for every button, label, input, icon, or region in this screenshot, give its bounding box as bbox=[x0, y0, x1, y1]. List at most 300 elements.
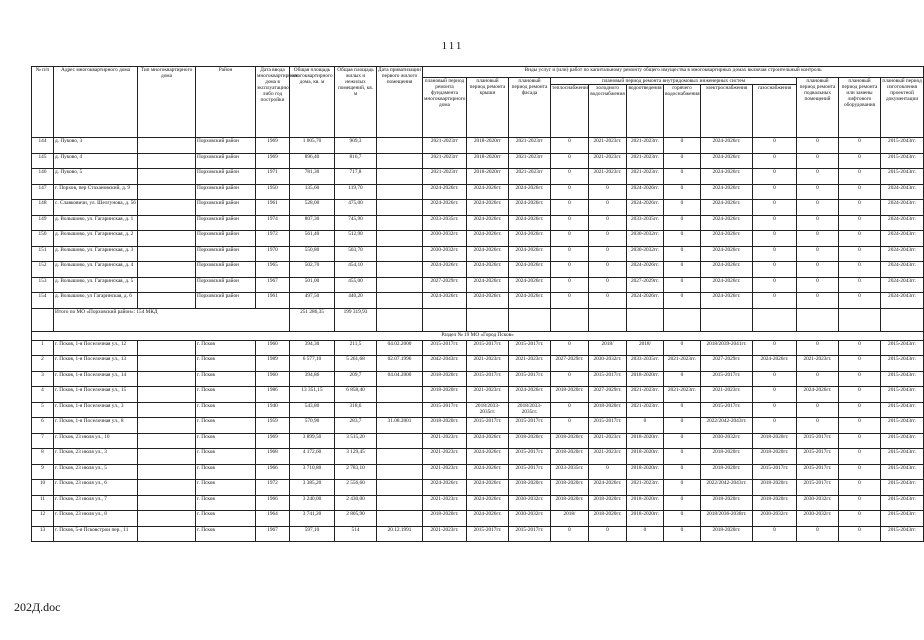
table-cell: 2024-2043гг. bbox=[881, 184, 924, 200]
table-cell: 512,90 bbox=[335, 231, 377, 247]
table-cell: 2015-2043гг. bbox=[881, 153, 924, 169]
table-cell: 0 bbox=[627, 418, 664, 434]
table-cell: 149 bbox=[32, 215, 54, 231]
table-cell: 2033-2035гг. bbox=[423, 215, 467, 231]
header-cold-water: холодного водоснабжения bbox=[589, 85, 627, 138]
table-cell: 2 805,90 bbox=[335, 511, 377, 527]
table-cell bbox=[138, 215, 196, 231]
table-cell: 2015-2043гг. bbox=[881, 402, 924, 418]
table-cell: 2018/2033-2035гг. bbox=[509, 402, 551, 418]
table-cell: г. Псков bbox=[196, 511, 256, 527]
table-cell: 2015-2017гг. bbox=[467, 526, 509, 542]
table-cell: г. Псков bbox=[196, 418, 256, 434]
table-cell: 1 005,70 bbox=[290, 138, 335, 154]
header-hot-water: горячего водоснабжения bbox=[664, 85, 701, 138]
table-cell: 152 bbox=[32, 262, 54, 278]
table-cell: 2021-2023гг. bbox=[589, 449, 627, 465]
table-cell: 0 bbox=[839, 138, 881, 154]
table-cell: 2018-2020гг. bbox=[423, 371, 467, 387]
table-cell: 2018-2020гг. bbox=[423, 387, 467, 403]
table-cell: 2018-2020гг. bbox=[589, 495, 627, 511]
table-cell: 2 783,10 bbox=[335, 464, 377, 480]
table-cell: 4 bbox=[32, 387, 54, 403]
table-cell: 0 bbox=[551, 138, 589, 154]
table-cell: д. Волышово, ул. Гагаринская, д. 2 bbox=[54, 231, 138, 247]
table-cell: 2024-2026гг. bbox=[627, 184, 664, 200]
table-cell: 781,30 bbox=[290, 169, 335, 185]
table-cell bbox=[377, 433, 423, 449]
table-cell bbox=[377, 402, 423, 418]
table-cell: 0 bbox=[664, 277, 701, 293]
table-cell: Порховский район bbox=[196, 262, 256, 278]
table-cell: 2 430,00 bbox=[335, 495, 377, 511]
table-cell: 1969 bbox=[256, 433, 290, 449]
table-cell: 04.02.2000 bbox=[377, 340, 423, 356]
table-cell: 2024-2026гг. bbox=[509, 215, 551, 231]
table-cell: 119,70 bbox=[335, 184, 377, 200]
capital-repair-table bbox=[31, 66, 924, 542]
table-cell: 0 bbox=[839, 495, 881, 511]
table-row bbox=[32, 449, 924, 465]
table-cell: 2021-2023гг. bbox=[627, 153, 664, 169]
header-type: Тип многоквартирного дома bbox=[138, 67, 196, 138]
table-cell: 1969 bbox=[256, 153, 290, 169]
table-cell: 2021-2023гг. bbox=[589, 433, 627, 449]
table-row bbox=[32, 262, 924, 278]
table-cell bbox=[377, 200, 423, 216]
table-cell: г. Псков bbox=[196, 495, 256, 511]
table-cell: 2018-2020гг. bbox=[589, 511, 627, 527]
table-cell: 2015-2043гг. bbox=[881, 340, 924, 356]
table-cell: 0 bbox=[589, 262, 627, 278]
table-cell: 2027-2029гг. bbox=[701, 356, 753, 372]
table-cell: 2024-2026гг. bbox=[701, 138, 753, 154]
table-cell: 2018-2020гг. bbox=[551, 495, 589, 511]
table-cell: 2015-2017гг. bbox=[797, 464, 839, 480]
table-cell: 0 bbox=[664, 262, 701, 278]
table-cell bbox=[138, 402, 196, 418]
table-cell: 2024-2026гг. bbox=[467, 433, 509, 449]
table-cell: 0 bbox=[753, 262, 797, 278]
table-cell bbox=[138, 464, 196, 480]
table-cell: г. Псков, 1-я Поселочная ул., 3 bbox=[54, 402, 138, 418]
table-cell: г. Псков, 23 июля ул., 6 bbox=[54, 480, 138, 496]
table-cell: г. Псков, 23 июля ул., 10 bbox=[54, 433, 138, 449]
table-cell: 0 bbox=[664, 246, 701, 262]
table-cell: 455,00 bbox=[335, 277, 377, 293]
table-cell: 1968 bbox=[256, 449, 290, 465]
table-cell: 2021-2023гг. bbox=[627, 138, 664, 154]
table-cell: 3 129,45 bbox=[335, 449, 377, 465]
table-cell: 2024-2026гг. bbox=[701, 231, 753, 247]
table-cell bbox=[138, 340, 196, 356]
table-cell: 7 bbox=[32, 433, 54, 449]
table-cell: 318,6 bbox=[335, 402, 377, 418]
table-cell: 2021-2023гг. bbox=[423, 433, 467, 449]
table-cell: г. Порхов, пер Стахановский, д. 9 bbox=[54, 184, 138, 200]
table-cell: 1965 bbox=[256, 262, 290, 278]
table-cell: 2018-2020гг. bbox=[753, 433, 797, 449]
table-cell: 2018-2020гг. bbox=[589, 402, 627, 418]
table-cell: 2030-2032гг. bbox=[797, 495, 839, 511]
table-cell: 497,50 bbox=[290, 293, 335, 309]
table-cell: г. Псков bbox=[196, 526, 256, 542]
table-cell: 2024-2026гг. bbox=[753, 356, 797, 372]
table-cell: 2015-2017гг. bbox=[701, 402, 753, 418]
table-cell: 0 bbox=[589, 231, 627, 247]
table-cell: 2015-2043гг. bbox=[881, 526, 924, 542]
table-cell: 148 bbox=[32, 200, 54, 216]
table-cell: 2024-2043гг. bbox=[881, 262, 924, 278]
table-cell: Порховский район bbox=[196, 246, 256, 262]
header-gas: газоснабжения bbox=[753, 85, 797, 138]
table-cell: 2015-2043гг. bbox=[881, 418, 924, 434]
table-cell bbox=[377, 293, 423, 309]
table-cell: 2024-2026гг. bbox=[627, 293, 664, 309]
table-cell: г. Псков bbox=[196, 433, 256, 449]
table-cell: 0 bbox=[797, 418, 839, 434]
table-cell bbox=[138, 184, 196, 200]
table-cell: г. Псков, 5-я Псковстрои пер., 11 bbox=[54, 526, 138, 542]
table-cell bbox=[377, 511, 423, 527]
table-cell: 561,40 bbox=[290, 231, 335, 247]
table-cell: 3 240,00 bbox=[290, 495, 335, 511]
table-cell: 0 bbox=[753, 387, 797, 403]
page-number: 111 bbox=[441, 40, 464, 52]
table-cell: 2024-2026гг. bbox=[467, 293, 509, 309]
table-cell: 2018-2020гг bbox=[467, 138, 509, 154]
table-cell: Порховский район bbox=[196, 293, 256, 309]
table-cell: 2024-2026гг. bbox=[467, 184, 509, 200]
table-cell: 2027-2029гг. bbox=[551, 356, 589, 372]
table-cell: 2024-2026гг. bbox=[589, 480, 627, 496]
header-address: Адрес многоквартирного дома bbox=[54, 67, 138, 138]
table-cell: 4 172,60 bbox=[290, 449, 335, 465]
table-cell: 2018-2020гг. bbox=[701, 495, 753, 511]
table-cell: 9 bbox=[32, 464, 54, 480]
table-cell: 1969 bbox=[256, 138, 290, 154]
table-cell: 5 261,68 bbox=[335, 356, 377, 372]
table-cell: 2024-2043гг. bbox=[881, 231, 924, 247]
table-cell: 0 bbox=[664, 418, 701, 434]
table-cell: 0 bbox=[753, 231, 797, 247]
table-cell: 0 bbox=[551, 262, 589, 278]
table-cell: 0 bbox=[664, 340, 701, 356]
table-cell: 0 bbox=[753, 293, 797, 309]
table-cell: 0 bbox=[839, 371, 881, 387]
table-cell: 0 bbox=[551, 526, 589, 542]
table-cell: д. Пуково, 3 bbox=[54, 138, 138, 154]
table-cell: 2024-2026гг. bbox=[627, 200, 664, 216]
table-cell: д. Пуково, 4 bbox=[54, 153, 138, 169]
table-cell: 10 bbox=[32, 480, 54, 496]
header-engineering-systems: плановый период ремонта внутридомовых инженерных систем bbox=[551, 78, 797, 85]
table-cell: 2024-2043гг. bbox=[881, 215, 924, 231]
table-cell: 0 bbox=[839, 387, 881, 403]
table-cell: 2 bbox=[32, 356, 54, 372]
table-cell: 0 bbox=[839, 200, 881, 216]
table-cell: 2021-2023гг bbox=[509, 153, 551, 169]
table-cell: 2024-2026гг. bbox=[509, 387, 551, 403]
table-cell: 2015-2043гг. bbox=[881, 464, 924, 480]
table-cell bbox=[138, 418, 196, 434]
table-cell bbox=[138, 246, 196, 262]
table-cell: 0 bbox=[589, 526, 627, 542]
table-cell: 0 bbox=[797, 246, 839, 262]
table-cell: 807,30 bbox=[290, 215, 335, 231]
table-cell: 2024-2026гг. bbox=[701, 277, 753, 293]
table-cell: 501,00 bbox=[290, 277, 335, 293]
table-cell bbox=[138, 293, 196, 309]
table-cell: 2021-2023гг. bbox=[589, 169, 627, 185]
table-cell: 1970 bbox=[256, 246, 290, 262]
table-cell: 2024-2026гг. bbox=[423, 293, 467, 309]
table-cell: 1972 bbox=[256, 231, 290, 247]
table-cell bbox=[377, 246, 423, 262]
table-cell: г. Псков, 1-я Поселочная ул., 14 bbox=[54, 371, 138, 387]
table-cell: 0 bbox=[551, 169, 589, 185]
table-cell: 0 bbox=[551, 184, 589, 200]
header-basement: плановый период ремонта подвальных помещений bbox=[797, 78, 839, 138]
table-cell: 2021-2023гг. bbox=[627, 480, 664, 496]
table-cell: 2018-2020гг bbox=[467, 153, 509, 169]
table-cell: 2024-2026гг. bbox=[701, 184, 753, 200]
table-cell: 2024-2026гг. bbox=[467, 495, 509, 511]
header-roof: плановый период ремонта крыши bbox=[467, 78, 509, 138]
table-cell: 1967 bbox=[256, 526, 290, 542]
table-cell: 2015-2043гг. bbox=[881, 387, 924, 403]
table-cell: 0 bbox=[839, 402, 881, 418]
table-cell: 2018-2020гг. bbox=[551, 449, 589, 465]
table-cell: 0 bbox=[797, 200, 839, 216]
table-cell: 0 bbox=[664, 169, 701, 185]
table-cell: 0 bbox=[589, 293, 627, 309]
table-cell: 2015-2017гг. bbox=[509, 464, 551, 480]
table-cell: 11 bbox=[32, 495, 54, 511]
total-label: Итого по МО «Порховский район»: 154 МКД bbox=[54, 308, 290, 331]
table-cell: 2018-2020гг. bbox=[627, 464, 664, 480]
table-cell: 0 bbox=[839, 526, 881, 542]
table-cell: 20.12.1991 bbox=[377, 526, 423, 542]
table-cell bbox=[138, 495, 196, 511]
table-cell: д. Волышово, ул. Гагаринская, д. 5 bbox=[54, 277, 138, 293]
table-cell: 2024-2026гг. bbox=[509, 246, 551, 262]
table-cell: 0 bbox=[839, 511, 881, 527]
porkhov-rows bbox=[32, 138, 924, 309]
table-cell: д. Волышово, ул Гагаринская, д. 6 bbox=[54, 293, 138, 309]
header-year: Дата ввода многоквартирного дома в эксплуатацию либо год постройки bbox=[256, 67, 290, 138]
table-cell: 0 bbox=[551, 246, 589, 262]
table-cell: 2021-2023гг bbox=[423, 138, 467, 154]
table-cell: 135,60 bbox=[290, 184, 335, 200]
table-cell: г. Псков bbox=[196, 402, 256, 418]
table-cell: 550,80 bbox=[290, 246, 335, 262]
table-cell bbox=[138, 371, 196, 387]
table-cell: 0 bbox=[551, 293, 589, 309]
table-cell: Порховский район bbox=[196, 138, 256, 154]
table-cell: 151 bbox=[32, 246, 54, 262]
table-cell: 2015-2043гг. bbox=[881, 433, 924, 449]
table-cell: г. Псков bbox=[196, 480, 256, 496]
table-cell: 394,86 bbox=[290, 371, 335, 387]
table-cell: 3 515,20 bbox=[335, 433, 377, 449]
table-cell: 2024-2043гг. bbox=[881, 200, 924, 216]
table-cell bbox=[377, 387, 423, 403]
table-cell: 8 bbox=[32, 449, 54, 465]
table-cell: 31.08.2001 bbox=[377, 418, 423, 434]
table-cell: 2018-2020гг. bbox=[627, 433, 664, 449]
header-electricity: электроснабжения bbox=[701, 85, 753, 138]
table-cell: 896,40 bbox=[290, 153, 335, 169]
table-cell: 3 899,50 bbox=[290, 433, 335, 449]
table-cell: 2015-2017гг. bbox=[701, 371, 753, 387]
table-cell bbox=[377, 138, 423, 154]
table-cell: 2018-2020гг. bbox=[627, 449, 664, 465]
table-cell: 12 bbox=[32, 511, 54, 527]
table-cell: 0 bbox=[551, 418, 589, 434]
table-cell: 1966 bbox=[256, 464, 290, 480]
table-cell: 6 bbox=[32, 418, 54, 434]
table-cell: 2024-2026гг. bbox=[701, 200, 753, 216]
table-cell: 0 bbox=[664, 371, 701, 387]
table-cell: 0 bbox=[797, 215, 839, 231]
table-cell: 13 351,15 bbox=[290, 387, 335, 403]
table-cell: 0 bbox=[664, 495, 701, 511]
table-cell: 2021-2023гг. bbox=[589, 153, 627, 169]
table-cell: 0 bbox=[664, 480, 701, 496]
table-cell: 2024-2026гг. bbox=[701, 293, 753, 309]
table-cell: 2024-2026гг. bbox=[509, 277, 551, 293]
table-cell: с. Славковичи, ул. Шелгунова, д. 56 bbox=[54, 200, 138, 216]
table-cell bbox=[377, 464, 423, 480]
table-cell: 2018-2020гг. bbox=[701, 449, 753, 465]
table-cell: 570,90 bbox=[290, 418, 335, 434]
table-row bbox=[32, 433, 924, 449]
table-cell: 5 bbox=[32, 402, 54, 418]
table-cell: 0 bbox=[839, 277, 881, 293]
table-cell: 0 bbox=[551, 215, 589, 231]
table-cell: 2024-2026гг. bbox=[467, 262, 509, 278]
table-cell: 0 bbox=[839, 262, 881, 278]
table-cell: г. Псков, 1-я Поселочная ул., 8 bbox=[54, 418, 138, 434]
table-cell: Порховский район bbox=[196, 231, 256, 247]
table-cell: 02.07.1996 bbox=[377, 356, 423, 372]
table-row bbox=[32, 387, 924, 403]
table-cell: г. Псков bbox=[196, 371, 256, 387]
table-cell: 1961 bbox=[256, 200, 290, 216]
table-cell: Порховский район bbox=[196, 200, 256, 216]
table-cell: г. Псков, 23 июля ул., 3 bbox=[54, 449, 138, 465]
header-no: № п/п bbox=[32, 67, 54, 138]
table-cell: 2024-2026гг. bbox=[701, 153, 753, 169]
table-cell: 0 bbox=[753, 215, 797, 231]
table-cell: г. Псков bbox=[196, 387, 256, 403]
table-cell: 0 bbox=[753, 169, 797, 185]
table-cell: 0 bbox=[664, 293, 701, 309]
table-cell: 2015-2043гг. bbox=[881, 371, 924, 387]
table-cell: 0 bbox=[753, 246, 797, 262]
table-cell: 0 bbox=[589, 464, 627, 480]
table-cell: 1967 bbox=[256, 277, 290, 293]
table-cell: 2024-2026гг. bbox=[467, 480, 509, 496]
table-cell: 0 bbox=[753, 138, 797, 154]
table-cell: 1972 bbox=[256, 480, 290, 496]
table-cell bbox=[377, 169, 423, 185]
table-cell: 145 bbox=[32, 153, 54, 169]
header-total-area: Общая площадь многоквартирного дома, кв. м bbox=[290, 67, 335, 138]
table-cell: 0 bbox=[797, 262, 839, 278]
table-cell: 209,7 bbox=[335, 371, 377, 387]
table-cell: 2 556,60 bbox=[335, 480, 377, 496]
table-cell: 2030-2032гг. bbox=[753, 511, 797, 527]
table-cell: 2018/ bbox=[589, 340, 627, 356]
table-cell: 0 bbox=[664, 215, 701, 231]
header-elevator: плановый период ремонта или замены лифтового оборудования bbox=[839, 78, 881, 138]
table-cell: 2018-2020гг bbox=[467, 169, 509, 185]
table-cell: 2033-2035гг. bbox=[627, 356, 664, 372]
table-cell: 745,90 bbox=[335, 215, 377, 231]
table-cell: 0 bbox=[589, 215, 627, 231]
total-area-sum: 251 286,35 bbox=[290, 308, 335, 331]
table-cell: 2024-2026гг. bbox=[467, 511, 509, 527]
table-cell: 2015-2017гг. bbox=[797, 480, 839, 496]
table-cell: 0 bbox=[797, 371, 839, 387]
table-row bbox=[32, 293, 924, 309]
table-row bbox=[32, 169, 924, 185]
table-cell: 2015-2017гг. bbox=[509, 340, 551, 356]
table-cell: 6 858,40 bbox=[335, 387, 377, 403]
table-cell: 2024-2026гг. bbox=[467, 246, 509, 262]
table-cell: д. Волышово, ул. Гагаринская, д. 3 bbox=[54, 246, 138, 262]
table-cell: 2021-2023гг. bbox=[467, 387, 509, 403]
table-cell: 2024-2026гг. bbox=[701, 169, 753, 185]
table-cell: 2018-2020гг. bbox=[551, 480, 589, 496]
table-cell: 2024-2043гг. bbox=[881, 277, 924, 293]
table-cell: 2015-2017гг. bbox=[753, 464, 797, 480]
table-cell: 1966 bbox=[256, 495, 290, 511]
table-cell: 475,00 bbox=[335, 200, 377, 216]
table-cell: 283,7 bbox=[335, 418, 377, 434]
table-cell: 2015-2017гг. bbox=[589, 418, 627, 434]
table-cell: 2024-2026гг. bbox=[423, 200, 467, 216]
table-cell: 0 bbox=[753, 153, 797, 169]
table-cell: 0 bbox=[797, 184, 839, 200]
table-cell bbox=[138, 511, 196, 527]
table-cell: 1959 bbox=[256, 418, 290, 434]
table-cell: 2015-2043гг. bbox=[881, 495, 924, 511]
table-cell: 2024-2026гг. bbox=[509, 293, 551, 309]
table-cell: 0 bbox=[753, 200, 797, 216]
table-cell: г. Псков bbox=[196, 340, 256, 356]
table-cell: 2022/2042-2043гг. bbox=[701, 418, 753, 434]
table-cell: 0 bbox=[839, 449, 881, 465]
table-cell: 0 bbox=[839, 153, 881, 169]
table-cell: г. Псков, 23 июля ул., 8 bbox=[54, 511, 138, 527]
footer-filename: 202Д.doc bbox=[14, 600, 61, 614]
table-cell: Порховский район bbox=[196, 215, 256, 231]
table-cell: 0 bbox=[753, 277, 797, 293]
table-cell: 2018-2020гг. bbox=[551, 433, 589, 449]
table-cell: 2024-2026гг. bbox=[509, 231, 551, 247]
table-cell: 2018-2020гг. bbox=[509, 480, 551, 496]
table-cell: 3 710,80 bbox=[290, 464, 335, 480]
table-cell: 0 bbox=[589, 246, 627, 262]
table-cell: 2015-2043гг. bbox=[881, 138, 924, 154]
table-cell: 2021-2023гг. bbox=[664, 356, 701, 372]
table-cell: 2018/2033-2035гг. bbox=[467, 402, 509, 418]
table-cell: 0 bbox=[797, 526, 839, 542]
table-cell: 0 bbox=[839, 418, 881, 434]
